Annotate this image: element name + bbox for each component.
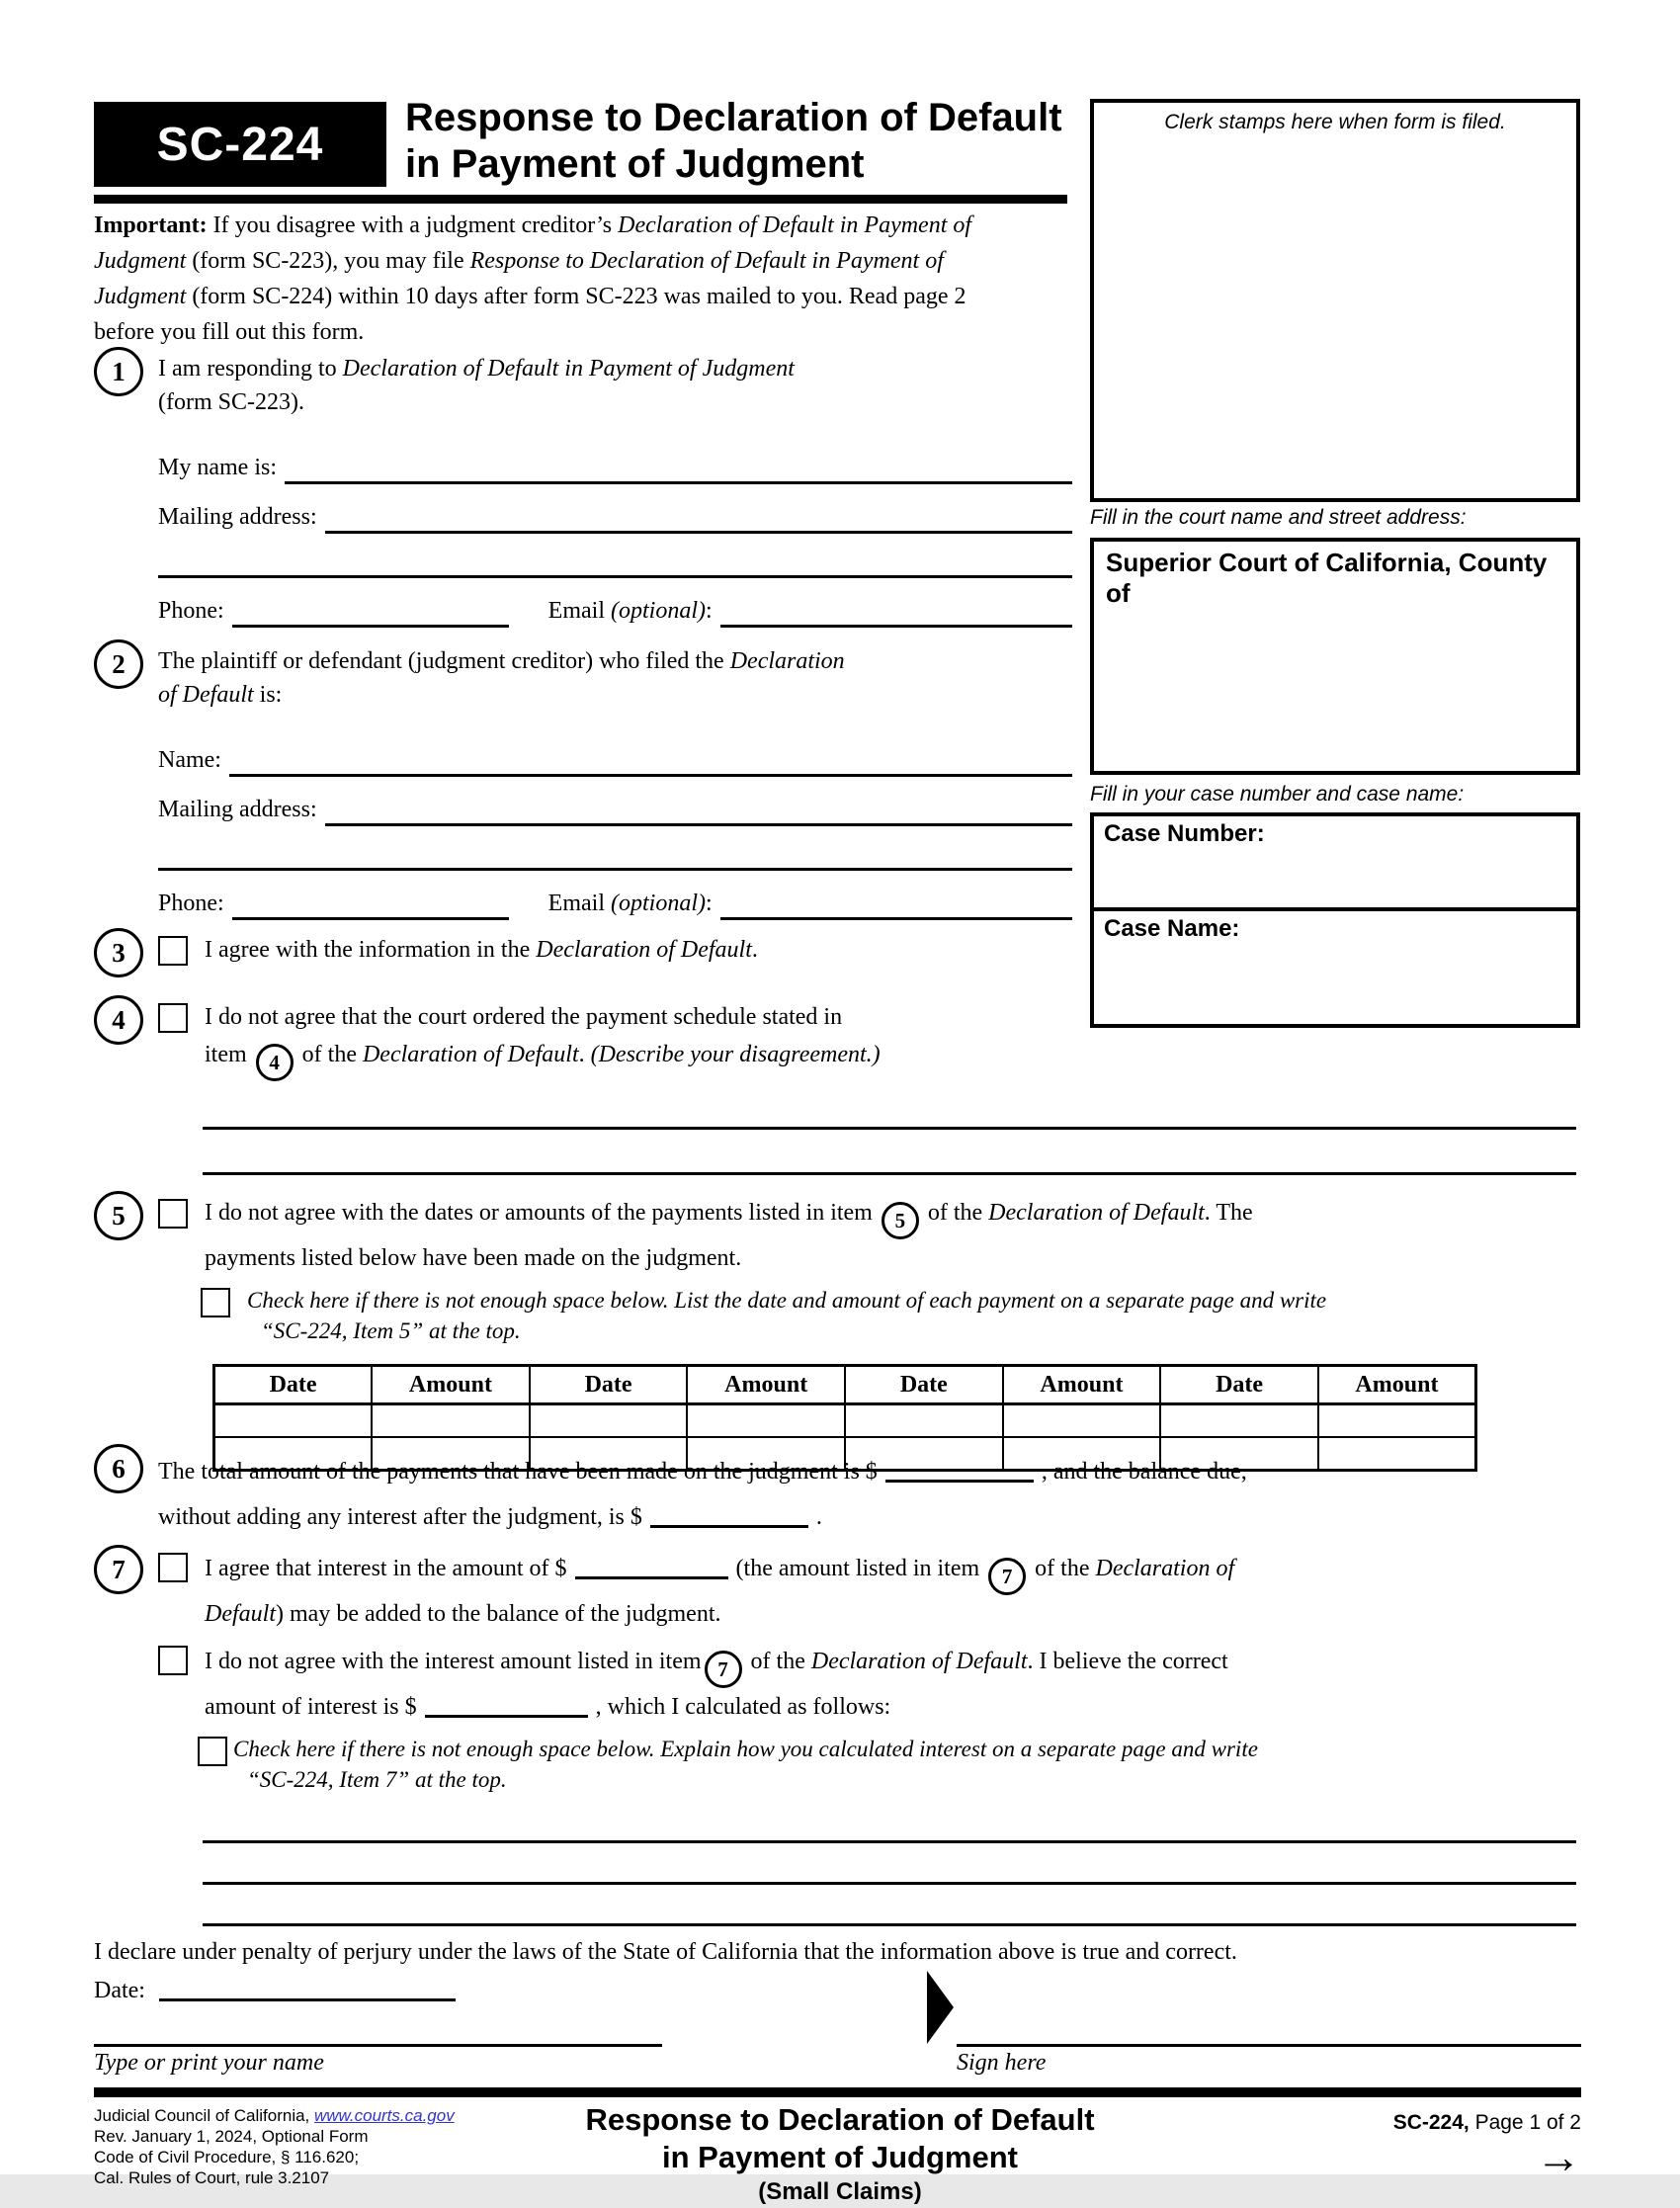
printed-name-label: Type or print your name [94, 2050, 324, 2076]
creditor-phone-email-row [158, 879, 1072, 920]
payments-col-header: Date [214, 1366, 373, 1404]
payments-col-header: Date [530, 1366, 688, 1404]
form-title-line2: in Payment of Judgment [405, 142, 865, 186]
date-input[interactable] [159, 1977, 456, 2001]
item-6-number: 6 [94, 1444, 143, 1493]
creditor-mailing-input-line[interactable] [325, 823, 1072, 826]
creditor-name-input-line[interactable] [229, 774, 1072, 777]
item-7-disagree-line2: amount of interest is $ , which I calculated as follows: [205, 1694, 891, 1720]
item-7-agree-line2: Default) may be added to the balance of the judgment. [205, 1601, 721, 1627]
mailing-address-label: Mailing address: [158, 504, 317, 530]
interest-calc-line1[interactable] [203, 1840, 1576, 1843]
item-5-overflow-checkbox[interactable] [201, 1288, 230, 1317]
item-4-checkbox[interactable] [158, 1003, 188, 1033]
item-5-overflow-note-line1: Check here if there is not enough space below. List the date and amount of each payment on a separate page and write [247, 1288, 1327, 1313]
important-note [94, 208, 1013, 350]
creditor-phone-label: Phone: [158, 891, 224, 916]
item-5-overflow-note [247, 1285, 1326, 1346]
footer-page-info: SC-224, Page 1 of 2 [1392, 2111, 1581, 2134]
court-name-box[interactable] [1090, 538, 1580, 775]
correct-interest-input[interactable] [425, 1693, 588, 1718]
creditor-mailing-row [158, 785, 1072, 826]
perjury-declaration: I declare under penalty of perjury under the laws of the State of California that the information above is true and correct. [94, 1939, 1237, 1965]
item-5-overflow-note-line2: “SC-224, Item 5” at the top. [261, 1318, 521, 1343]
payments-col-header: Date [845, 1366, 1003, 1404]
case-fill-note: Fill in your case number and case name: [1090, 783, 1465, 806]
payments-col-header: Amount [372, 1366, 530, 1404]
footer-title-line3: (Small Claims) [758, 2178, 922, 2205]
item-4-answer-line2[interactable] [203, 1172, 1576, 1175]
sign-here-label: Sign here [957, 2050, 1047, 2076]
important-text: If you disagree with a judgment creditor’s [207, 212, 619, 238]
date-row [94, 1977, 463, 2004]
form-title-line1: Response to Declaration of Default [405, 96, 1062, 139]
item-6-text-line1: The total amount of the payments that have been made on the judgment is $ , and the balance due, [158, 1459, 1247, 1485]
item-3-checkbox[interactable] [158, 936, 188, 966]
item-6-text-line2: without adding any interest after the judgment, is $ . [158, 1504, 822, 1530]
case-info-box [1090, 812, 1580, 1028]
item-4-number: 4 [94, 995, 143, 1045]
creditor-phone-input-line[interactable] [232, 917, 509, 920]
footer-rule-ref: Cal. Rules of Court, rule 3.2107 [94, 2168, 330, 2187]
phone-label: Phone: [158, 598, 224, 624]
item-3-number: 3 [94, 928, 143, 977]
case-name-label: Case Name: [1104, 915, 1240, 942]
item-7-overflow-note-line2: “SC-224, Item 7” at the top. [247, 1767, 507, 1792]
payment-cell[interactable] [372, 1404, 530, 1438]
mailing-address-row [158, 492, 1072, 534]
payments-col-header: Amount [1318, 1366, 1476, 1404]
form-number: SC-224 [156, 118, 324, 171]
footer-title [445, 2101, 1235, 2208]
important-italic-2: Response to Declaration of Default in Payment of Judgment [94, 248, 944, 309]
payment-cell[interactable] [1160, 1404, 1318, 1438]
my-name-input-line[interactable] [285, 481, 1072, 484]
creditor-email-input-line[interactable] [720, 917, 1072, 920]
footer-title-line2: in Payment of Judgment [662, 2140, 1018, 2174]
payment-cell[interactable] [530, 1404, 688, 1438]
payments-col-header: Amount [687, 1366, 845, 1404]
item-7-disagree-text [205, 1643, 1228, 1726]
important-text-3: (form SC-224) within 10 days after form SC-223 was mailed to you. Read page 2 before you fill out this form. [94, 284, 966, 345]
item-7-inline-ref2: 7 [705, 1651, 742, 1688]
creditor-name-row [158, 735, 1072, 777]
payments-table-row [214, 1404, 1476, 1438]
header-divider [94, 195, 1067, 204]
date-label: Date: [94, 1978, 145, 2003]
printed-name-line[interactable] [94, 2044, 662, 2047]
court-fill-note: Fill in the court name and street address: [1090, 506, 1467, 529]
item-7 [94, 1550, 1586, 1795]
item-4-text [205, 1000, 881, 1081]
item-5-inline-ref: 5 [882, 1202, 919, 1239]
sign-here-arrow-icon [927, 1971, 954, 2044]
clerk-stamp-box [1090, 99, 1580, 502]
item-7-overflow-note [233, 1734, 1258, 1795]
item-7-overflow-checkbox[interactable] [198, 1737, 227, 1766]
balance-due-input[interactable] [650, 1503, 808, 1528]
item-6 [94, 1449, 1586, 1540]
email-input-line[interactable] [720, 625, 1072, 628]
footer-divider [94, 2087, 1581, 2097]
email-label: Email (optional): [547, 598, 713, 624]
important-label: Important: [94, 212, 208, 238]
footer-title-line1: Response to Declaration of Default [585, 2102, 1095, 2137]
my-name-label: My name is: [158, 455, 277, 480]
footer-credit: Judicial Council of California, www.courts.ca.gov [94, 2106, 455, 2125]
creditor-mailing-line2[interactable] [158, 868, 1072, 871]
form-title [405, 95, 1077, 188]
agreed-interest-input[interactable] [575, 1555, 728, 1579]
item-5-text [205, 1196, 1253, 1275]
item-5-text-line2: payments listed below have been made on the judgment. [205, 1245, 742, 1271]
payments-col-header: Amount [1003, 1366, 1161, 1404]
footer-right [1285, 2111, 1581, 2182]
payment-cell[interactable] [1003, 1404, 1161, 1438]
creditor-name-label: Name: [158, 747, 221, 773]
item-7-disagree-line1: I do not agree with the interest amount listed in item 7 of the Declaration of Default. I believe the correct [205, 1643, 1228, 1688]
item-1-text-line1: I am responding to Declaration of Default in Payment of Judgment [158, 356, 795, 382]
next-page-arrow-icon: → [1536, 2131, 1581, 2182]
item-2-text-line1: The plaintiff or defendant (judgment creditor) who filed the Declaration [158, 648, 845, 674]
interest-calc-line3[interactable] [203, 1923, 1576, 1926]
item-3-text: I agree with the information in the Declaration of Default. [205, 937, 758, 963]
payment-cell[interactable] [845, 1404, 1003, 1438]
item-4-text-line2: item 4 of the Declaration of Default. (Describe your disagreement.) [205, 1038, 881, 1081]
payments-col-header: Date [1160, 1366, 1318, 1404]
clerk-stamp-note: Clerk stamps here when form is filed. [1164, 111, 1506, 133]
creditor-email-label: Email (optional): [547, 891, 713, 916]
item-2-number: 2 [94, 639, 143, 689]
phone-email-row [158, 586, 1072, 628]
case-name-area[interactable] [1094, 915, 1576, 1032]
item-7-disagree-checkbox[interactable] [158, 1646, 188, 1675]
total-payments-input[interactable] [885, 1458, 1034, 1483]
item-7-agree-text [205, 1550, 1234, 1633]
item-1 [94, 352, 1072, 628]
signature-line[interactable] [957, 2044, 1581, 2047]
mailing-address-input-line[interactable] [325, 531, 1072, 534]
item-4-answer-line1[interactable] [203, 1127, 1576, 1130]
payment-cell[interactable] [1318, 1404, 1476, 1438]
item-5-number: 5 [94, 1191, 143, 1240]
item-4-inline-ref: 4 [256, 1044, 294, 1081]
item-7-overflow-note-line1: Check here if there is not enough space below. Explain how you calculated interest on a separate page and write [233, 1737, 1258, 1761]
item-7-agree-line1: I agree that interest in the amount of $ (the amount listed in item 7 of the Declaration of [205, 1550, 1234, 1595]
item-7-agree-checkbox[interactable] [158, 1553, 188, 1582]
payment-cell[interactable] [687, 1404, 845, 1438]
item-4 [94, 1000, 1102, 1081]
item-1-text-line2: (form SC-223). [158, 389, 304, 415]
form-number-badge [94, 102, 386, 187]
footer-code: Code of Civil Procedure, § 116.620; [94, 2148, 360, 2166]
footer-revision: Rev. January 1, 2024, Optional Form [94, 2127, 369, 2146]
interest-calc-line2[interactable] [203, 1882, 1576, 1885]
my-name-row [158, 443, 1072, 484]
payment-cell[interactable] [214, 1404, 373, 1438]
item-2 [94, 644, 1072, 920]
item-7-inline-ref: 7 [988, 1558, 1026, 1595]
court-name-text: Superior Court of California, County of [1106, 548, 1548, 608]
important-text-2: (form SC-223), you may file [186, 248, 470, 274]
item-3 [94, 933, 1082, 967]
courts-website-link[interactable]: www.courts.ca.gov [314, 2106, 455, 2125]
case-number-area[interactable] [1094, 820, 1576, 911]
item-5 [94, 1196, 1576, 1472]
important-italic-1: Declaration of Default in Payment of Judgment [94, 212, 972, 274]
case-number-label: Case Number: [1104, 820, 1265, 847]
item-7-number: 7 [94, 1545, 143, 1594]
creditor-mailing-label: Mailing address: [158, 797, 317, 822]
item-1-number: 1 [94, 347, 143, 396]
item-2-text-line2: of Default is: [158, 682, 283, 708]
phone-input-line[interactable] [232, 625, 509, 628]
item-5-text-line1: I do not agree with the dates or amounts of the payments listed in item 5 of the Declaration of Default. The [205, 1196, 1253, 1239]
mailing-address-line2[interactable] [158, 575, 1072, 578]
item-5-checkbox[interactable] [158, 1199, 188, 1229]
payments-table-header-row [214, 1366, 1476, 1404]
item-4-text-line1: I do not agree that the court ordered the payment schedule stated in [205, 1004, 843, 1030]
